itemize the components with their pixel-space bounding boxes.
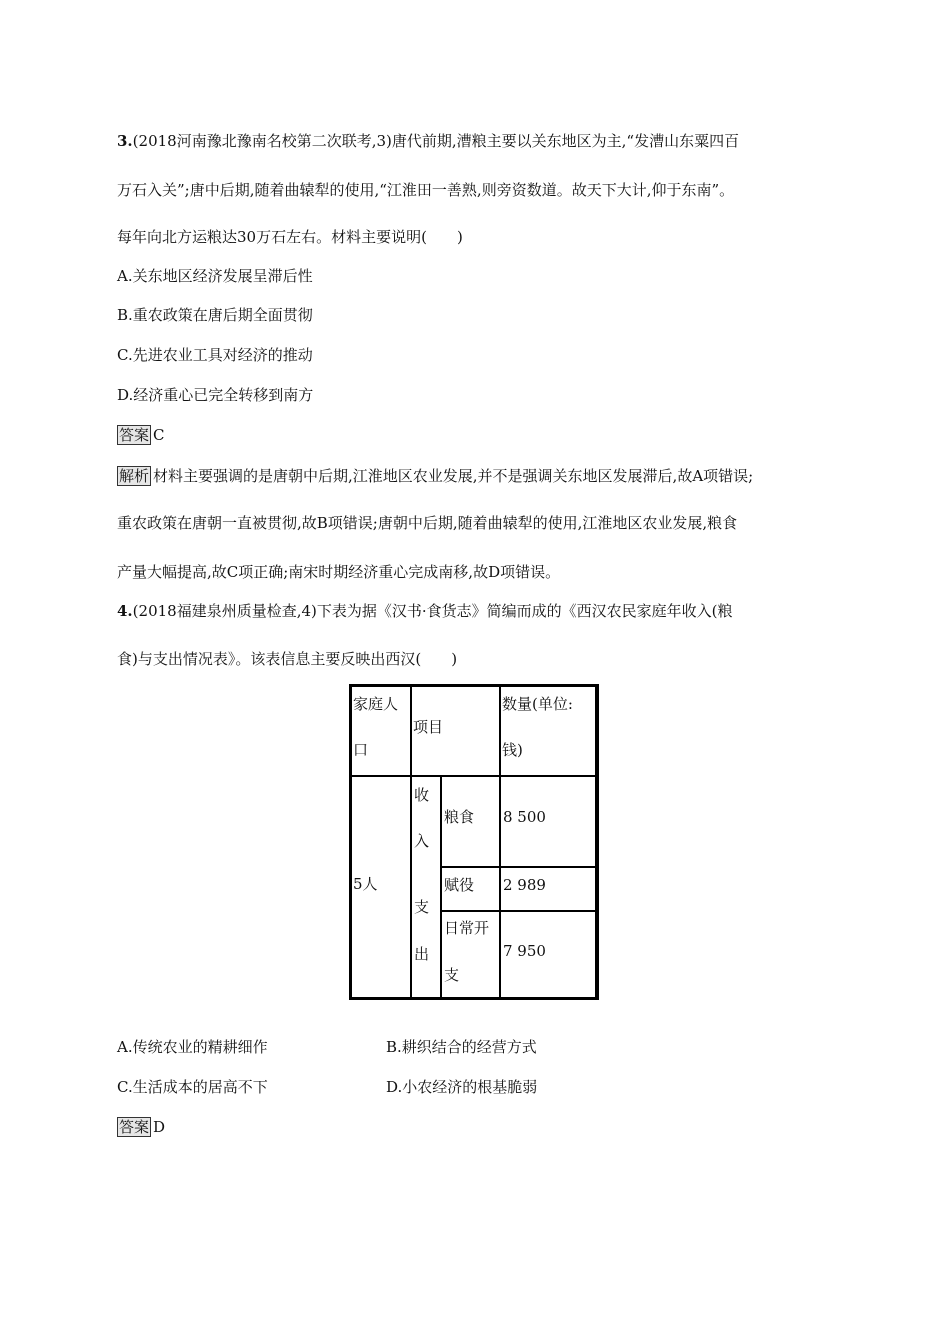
q3-stem-line-3: 每年向北方运粮达30万石左右。材料主要说明( ) bbox=[117, 228, 463, 246]
daily-expense-value: 7 950 bbox=[503, 942, 546, 960]
table-divider-h2 bbox=[440, 866, 595, 868]
tax-value: 2 989 bbox=[503, 876, 546, 894]
tax-label: 赋役 bbox=[444, 876, 475, 894]
q3-analysis-line-3: 产量大幅提高,故C项正确;南宋时期经济重心完成南移,故D项错误。 bbox=[117, 563, 561, 581]
header-amount-1: 数量(单位: bbox=[502, 695, 573, 713]
table-divider-h3 bbox=[440, 910, 595, 912]
daily-expense-label-2: 支 bbox=[444, 966, 460, 984]
q3-analysis-label: 解析 bbox=[119, 467, 150, 485]
q4-answer-value: D bbox=[153, 1118, 166, 1136]
q4-answer-label: 答案 bbox=[119, 1118, 150, 1136]
header-population-2: 口 bbox=[353, 741, 369, 759]
q4-option-b: B.耕织结合的经营方式 bbox=[386, 1038, 537, 1056]
income-label-2: 入 bbox=[414, 832, 430, 850]
q3-analysis-line-2: 重农政策在唐朝一直被贯彻,故B项错误;唐朝中后期,随着曲辕犁的使用,江淮地区农业发展,粮食 bbox=[117, 514, 738, 532]
grain-label: 粮食 bbox=[444, 808, 475, 826]
grain-value: 8 500 bbox=[503, 808, 546, 826]
q3-answer bbox=[117, 425, 165, 445]
q3-stem-line-1 bbox=[117, 131, 739, 151]
daily-expense-label-1: 日常开 bbox=[444, 919, 490, 937]
header-item: 项目 bbox=[413, 718, 444, 736]
table-divider-h1 bbox=[352, 775, 595, 777]
q3-stem-text-1: (2018河南豫北豫南名校第二次联考,3)唐代前期,漕粮主要以关东地区为主,“发漕山东粟四百 bbox=[132, 132, 740, 150]
q3-stem-line-2: 万石入关”;唐中后期,随着曲辕犁的使用,“江淮田一善熟,则旁资数道。故天下大计,仰于东南”。 bbox=[117, 181, 735, 199]
q3-option-a: A.关东地区经济发展呈滞后性 bbox=[117, 267, 313, 285]
header-population-1: 家庭人 bbox=[353, 695, 399, 713]
expense-label-1: 支 bbox=[414, 898, 430, 916]
q4-stem-text-1: (2018福建泉州质量检查,4)下表为据《汉书·食货志》简编而成的《西汉农民家庭年收入(粮 bbox=[132, 602, 733, 620]
q3-number: 3. bbox=[117, 132, 133, 150]
income-expense-table bbox=[349, 684, 599, 1000]
q3-answer-label: 答案 bbox=[119, 426, 150, 444]
table-divider-v2 bbox=[440, 775, 442, 997]
q3-option-c: C.先进农业工具对经济的推动 bbox=[117, 346, 313, 364]
q4-stem-line-2: 食)与支出情况表》。该表信息主要反映出西汉( ) bbox=[117, 650, 458, 668]
table-divider-v3 bbox=[499, 687, 501, 997]
q3-answer-value: C bbox=[153, 426, 165, 444]
q4-number: 4. bbox=[117, 602, 133, 620]
header-amount-2: 钱) bbox=[502, 741, 523, 759]
population-value: 5人 bbox=[353, 875, 378, 893]
q4-option-d: D.小农经济的根基脆弱 bbox=[386, 1078, 538, 1096]
q3-option-b: B.重农政策在唐后期全面贯彻 bbox=[117, 306, 313, 324]
q3-analysis-text-1: 材料主要强调的是唐朝中后期,江淮地区农业发展,并不是强调关东地区发展滞后,故A项错误; bbox=[153, 467, 754, 485]
q3-option-d: D.经济重心已完全转移到南方 bbox=[117, 386, 314, 404]
q4-answer bbox=[117, 1117, 165, 1137]
q3-analysis-line-1 bbox=[117, 466, 753, 486]
table-divider-v1 bbox=[410, 687, 412, 997]
q4-option-c: C.生活成本的居高不下 bbox=[117, 1078, 268, 1096]
income-label-1: 收 bbox=[414, 786, 430, 804]
q4-option-a: A.传统农业的精耕细作 bbox=[117, 1038, 268, 1056]
expense-label-2: 出 bbox=[414, 945, 430, 963]
q4-stem-line-1 bbox=[117, 601, 733, 621]
